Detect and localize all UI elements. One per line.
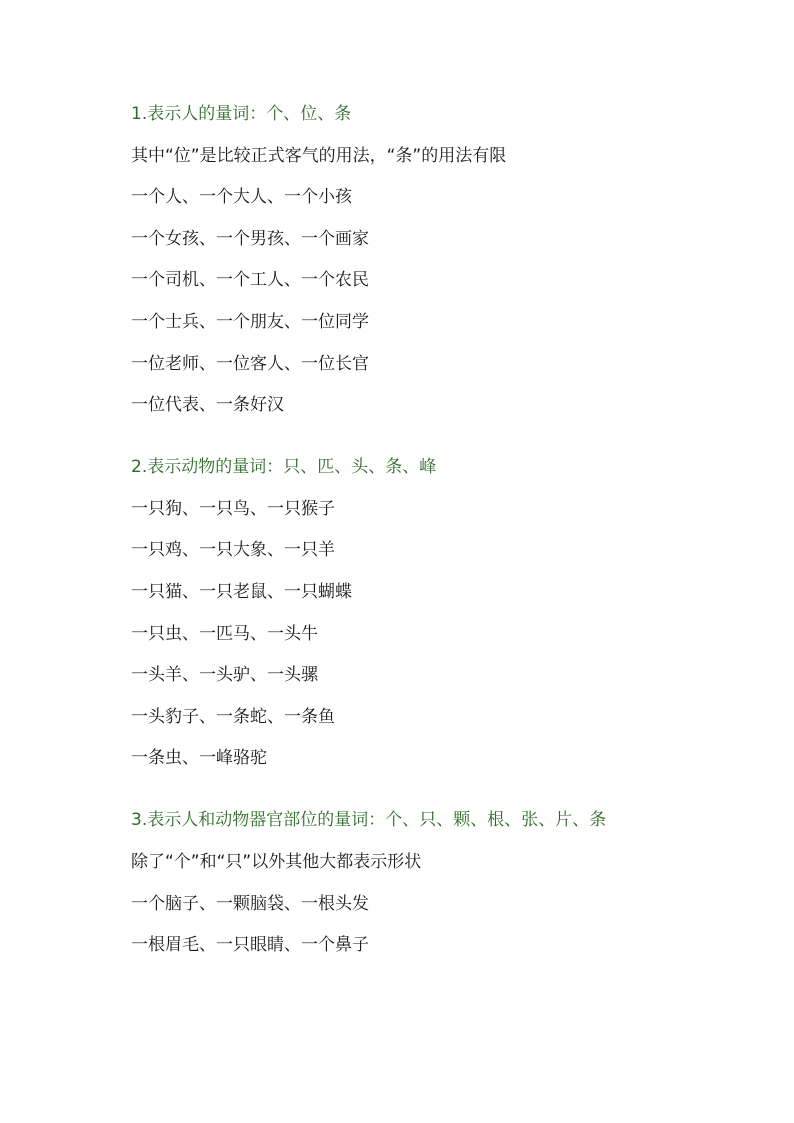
section-heading: 1.表示人的量词：个、位、条 <box>131 104 352 124</box>
example-line: 一头羊、一头驴、一头骡 <box>131 665 318 686</box>
example-line: 一条虫、一峰骆驼 <box>131 748 267 769</box>
example-line: 一个士兵、一个朋友、一位同学 <box>131 311 369 332</box>
example-line: 一个脑子、一颗脑袋、一根头发 <box>131 893 369 914</box>
section-people-classifiers <box>131 104 771 415</box>
example-line: 一位老师、一位客人、一位长官 <box>131 353 369 374</box>
section-body-part-classifiers <box>131 810 771 955</box>
example-line: 一头豹子、一条蛇、一条鱼 <box>131 706 335 727</box>
note-line: 除了“个”和“只”以外其他大都表示形状 <box>131 851 422 872</box>
section-heading: 2.表示动物的量词：只、匹、头、条、峰 <box>131 457 437 478</box>
note-line: 其中“位”是比较正式客气的用法，“条”的用法有限 <box>131 145 507 166</box>
example-line: 一只虫、一匹马、一头牛 <box>131 623 318 644</box>
example-line: 一只猫、一只老鼠、一只蝴蝶 <box>131 581 352 602</box>
example-line: 一只狗、一只鸟、一只猴子 <box>131 498 335 519</box>
section-heading: 3.表示人和动物器官部位的量词：个、只、颗、根、张、片、条 <box>131 810 607 831</box>
example-line: 一个人、一个大人、一个小孩 <box>131 187 352 208</box>
example-line: 一根眉毛、一只眼睛、一个鼻子 <box>131 935 369 956</box>
document-page <box>131 104 771 977</box>
section-animal-classifiers <box>131 457 771 768</box>
example-line: 一位代表、一条好汉 <box>131 395 284 416</box>
example-line: 一个女孩、一个男孩、一个画家 <box>131 228 369 249</box>
example-line: 一个司机、一个工人、一个农民 <box>131 270 369 291</box>
example-line: 一只鸡、一只大象、一只羊 <box>131 540 335 561</box>
